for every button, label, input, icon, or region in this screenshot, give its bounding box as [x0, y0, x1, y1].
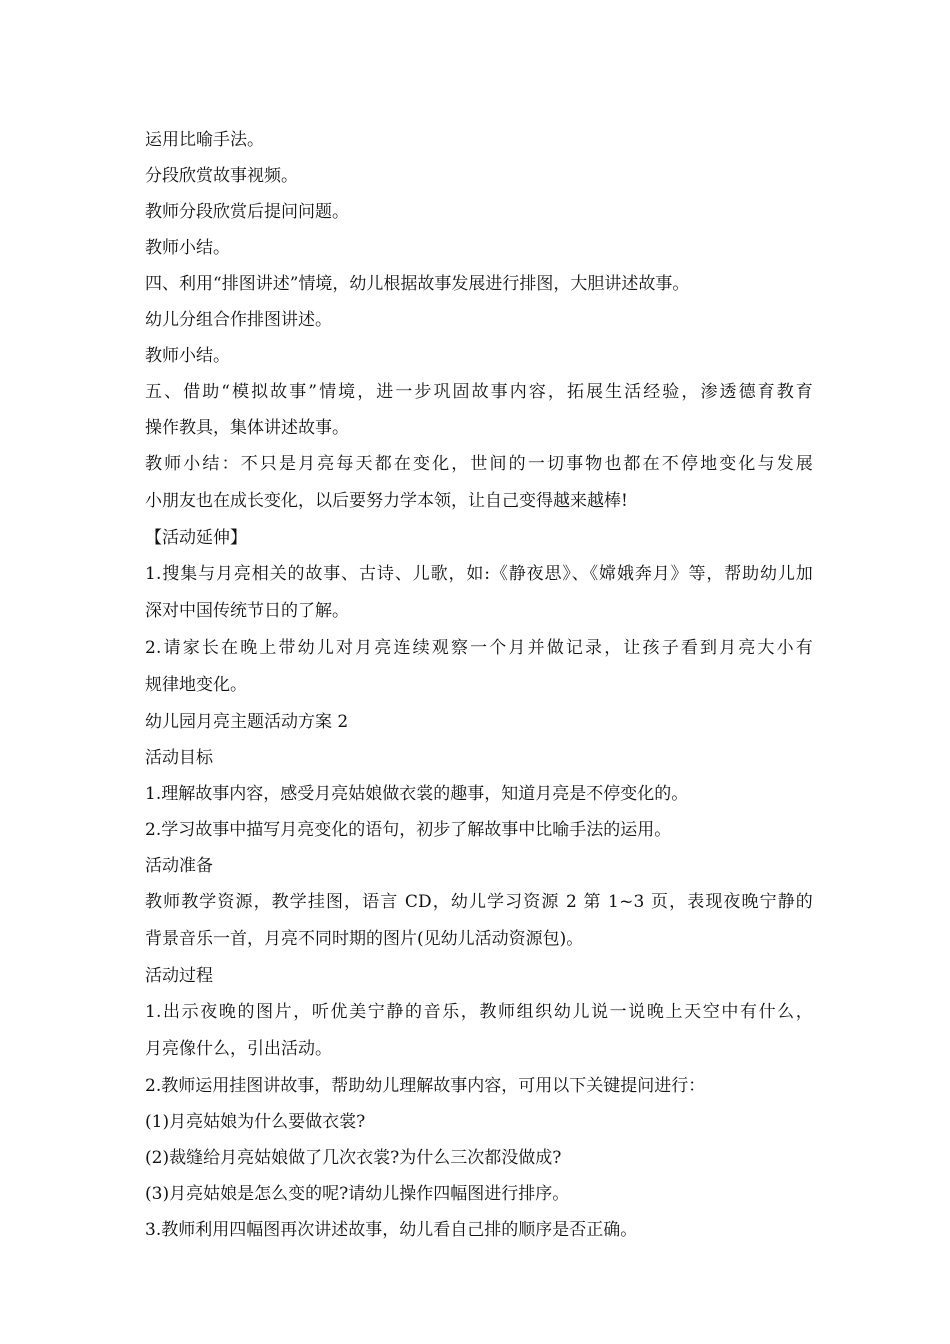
- section-heading-four: 四、利用“排图讲述”情境，幼儿根据故事发展进行排图，大胆讲述故事。: [145, 274, 690, 294]
- text-line: 教师分段欣赏后提问问题。: [145, 202, 349, 222]
- list-item: (2)裁缝给月亮姑娘做了几次衣裳?为什么三次都没做成?: [145, 1148, 562, 1168]
- section-heading-preparation: 活动准备: [145, 856, 213, 876]
- section-heading-extension: 【活动延伸】: [145, 528, 247, 548]
- text-line: 教师小结。: [145, 346, 230, 366]
- list-item: (3)月亮姑娘是怎么变的呢?请幼儿操作四幅图进行排序。: [145, 1184, 570, 1204]
- list-item: 2.学习故事中描写月亮变化的语句，初步了解故事中比喻手法的运用。: [145, 820, 672, 840]
- text-line: 分段欣赏故事视频。: [145, 166, 298, 186]
- list-item: 2.请家长在晚上带幼儿对月亮连续观察一个月并做记录，让孩子看到月亮大小有: [145, 638, 813, 658]
- list-item: 2.教师运用挂图讲故事，帮助幼儿理解故事内容，可用以下关键提问进行：: [145, 1076, 706, 1096]
- list-item: 3.教师利用四幅图再次讲述故事，幼儿看自己排的顺序是否正确。: [145, 1220, 638, 1240]
- list-item: 1.理解故事内容，感受月亮姑娘做衣裳的趣事，知道月亮是不停变化的。: [145, 784, 689, 804]
- text-line: 幼儿分组合作排图讲述。: [145, 310, 332, 330]
- text-line: 月亮像什么，引出活动。: [145, 1039, 332, 1059]
- text-line: 运用比喻手法。: [145, 130, 264, 150]
- document-body: [145, 122, 813, 1248]
- text-line: 小朋友也在成长变化，以后要努力学本领，让自己变得越来越棒!: [145, 491, 628, 511]
- list-item: 1.出示夜晚的图片，听优美宁静的音乐，教师组织幼儿说一说晚上天空中有什么，: [145, 1002, 813, 1022]
- text-line: 规律地变化。: [145, 675, 247, 695]
- section-heading-five: 五、借助“模拟故事”情境，进一步巩固故事内容，拓展生活经验，渗透德育教育: [145, 382, 813, 402]
- text-line: 教师教学资源，教学挂图，语言 CD，幼儿学习资源 2 第 1~3 页，表现夜晚宁静的: [145, 892, 813, 912]
- plan-title: 幼儿园月亮主题活动方案 2: [145, 712, 349, 732]
- text-line: 操作教具，集体讲述故事。: [145, 418, 349, 438]
- text-line: 背景音乐一首，月亮不同时期的图片(见幼儿活动资源包)。: [145, 929, 584, 949]
- section-heading-goals: 活动目标: [145, 748, 213, 768]
- list-item: (1)月亮姑娘为什么要做衣裳?: [145, 1112, 366, 1132]
- section-heading-process: 活动过程: [145, 966, 213, 986]
- text-line: 深对中国传统节日的了解。: [145, 601, 349, 621]
- list-item: 1.搜集与月亮相关的故事、古诗、儿歌，如:《静夜思》、《嫦娥奔月》等，帮助幼儿加: [145, 564, 813, 584]
- text-line: 教师小结。: [145, 238, 230, 258]
- text-line: 教师小结：不只是月亮每天都在变化，世间的一切事物也都在不停地变化与发展: [145, 454, 813, 474]
